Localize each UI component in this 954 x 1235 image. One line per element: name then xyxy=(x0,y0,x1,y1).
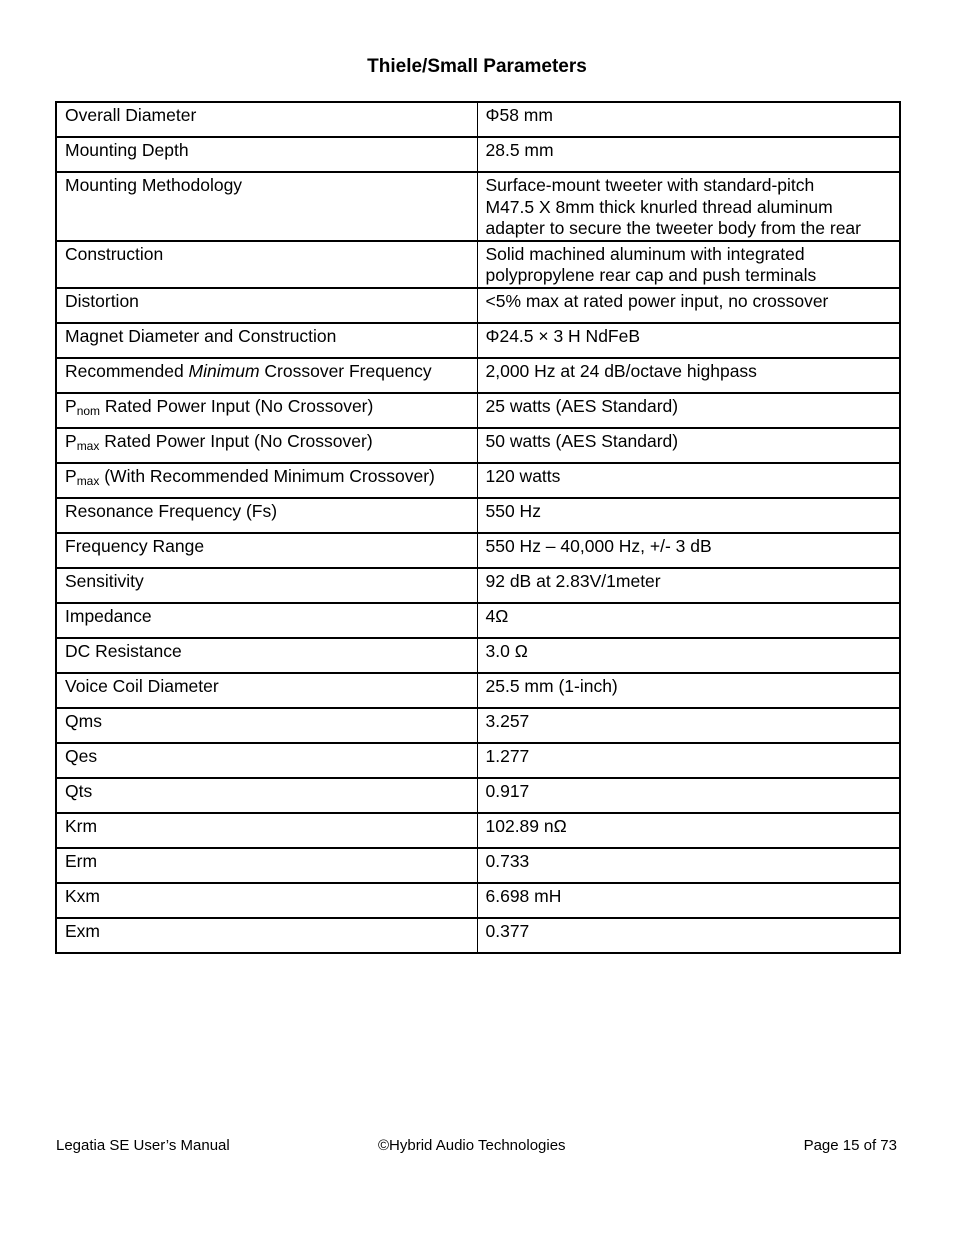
parameter-label: Distortion xyxy=(56,288,477,323)
table-row xyxy=(56,533,900,568)
label-emphasis: Minimum xyxy=(188,360,260,381)
parameter-value: 0.377 xyxy=(477,918,900,953)
parameter-label: Krm xyxy=(56,813,477,848)
label-symbol: P xyxy=(65,395,77,416)
table-row xyxy=(56,603,900,638)
value-line: M47.5 X 8mm thick knurled thread aluminum xyxy=(485,196,833,217)
parameter-label: Resonance Frequency (Fs) xyxy=(56,498,477,533)
table-row xyxy=(56,288,900,323)
value-line: adapter to secure the tweeter body from the rear xyxy=(485,218,861,238)
table-row xyxy=(56,848,900,883)
table-row xyxy=(56,743,900,778)
parameter-value: 28.5 mm xyxy=(477,137,900,172)
parameter-value: 6.698 mH xyxy=(477,883,900,918)
parameter-label: Qes xyxy=(56,743,477,778)
table-row xyxy=(56,708,900,743)
label-symbol: P xyxy=(65,465,77,486)
parameter-label: DC Resistance xyxy=(56,638,477,673)
table-row xyxy=(56,428,900,463)
parameter-value: 3.0 Ω xyxy=(477,638,900,673)
parameter-value: 50 watts (AES Standard) xyxy=(477,428,900,463)
parameter-value: Φ24.5 × 3 H NdFeB xyxy=(477,323,900,358)
table-row xyxy=(56,918,900,953)
parameter-value: 25 watts (AES Standard) xyxy=(477,393,900,428)
parameter-label: Impedance xyxy=(56,603,477,638)
parameter-value: 25.5 mm (1-inch) xyxy=(477,673,900,708)
table-row xyxy=(56,323,900,358)
parameter-label: Kxm xyxy=(56,883,477,918)
parameter-label: Exm xyxy=(56,918,477,953)
parameter-label: Magnet Diameter and Construction xyxy=(56,323,477,358)
footer-manual-title: Legatia SE User’s Manual xyxy=(56,1137,230,1154)
label-prefix: Recommended xyxy=(65,360,189,381)
parameter-value xyxy=(477,172,900,241)
label-symbol: P xyxy=(65,430,77,451)
parameter-label xyxy=(56,358,477,393)
label-subscript: max xyxy=(76,438,100,453)
table-row xyxy=(56,241,900,288)
table-row xyxy=(56,568,900,603)
label-subscript: max xyxy=(76,473,100,488)
table-row xyxy=(56,393,900,428)
label-subscript: nom xyxy=(76,403,101,418)
parameter-label xyxy=(56,463,477,498)
thiele-small-parameters-table xyxy=(55,101,901,954)
parameter-value: <5% max at rated power input, no crossover xyxy=(477,288,900,323)
table-row xyxy=(56,813,900,848)
parameter-value: 550 Hz – 40,000 Hz, +/- 3 dB xyxy=(477,533,900,568)
parameter-value: 120 watts xyxy=(477,463,900,498)
table-row xyxy=(56,498,900,533)
parameter-value: Φ58 mm xyxy=(477,102,900,137)
parameter-value: 92 dB at 2.83V/1meter xyxy=(477,568,900,603)
parameter-value: 2,000 Hz at 24 dB/octave highpass xyxy=(477,358,900,393)
parameter-label: Qts xyxy=(56,778,477,813)
parameter-label: Sensitivity xyxy=(56,568,477,603)
parameter-value: 550 Hz xyxy=(477,498,900,533)
parameter-label xyxy=(56,428,477,463)
parameter-label: Qms xyxy=(56,708,477,743)
value-line: polypropylene rear cap and push terminals xyxy=(485,265,817,285)
table-row xyxy=(56,137,900,172)
label-rest: (With Recommended Minimum Crossover) xyxy=(99,465,435,486)
label-rest: Rated Power Input (No Crossover) xyxy=(99,430,373,451)
parameter-value: 4Ω xyxy=(477,603,900,638)
parameter-label xyxy=(56,393,477,428)
parameter-label: Mounting Methodology xyxy=(56,172,477,241)
parameter-label: Mounting Depth xyxy=(56,137,477,172)
parameter-label: Erm xyxy=(56,848,477,883)
parameter-value: 3.257 xyxy=(477,708,900,743)
parameter-label: Overall Diameter xyxy=(56,102,477,137)
parameter-value xyxy=(477,241,900,288)
footer-copyright: ©Hybrid Audio Technologies xyxy=(378,1137,566,1154)
table-row xyxy=(56,673,900,708)
label-suffix: Crossover Frequency xyxy=(259,360,432,381)
value-line: Solid machined aluminum with integrated xyxy=(485,243,805,264)
table-row xyxy=(56,638,900,673)
parameter-label: Voice Coil Diameter xyxy=(56,673,477,708)
parameter-value: 0.917 xyxy=(477,778,900,813)
table-row xyxy=(56,883,900,918)
label-rest: Rated Power Input (No Crossover) xyxy=(100,395,374,416)
page-title: Thiele/Small Parameters xyxy=(367,56,587,77)
parameter-label: Frequency Range xyxy=(56,533,477,568)
parameter-value: 102.89 nΩ xyxy=(477,813,900,848)
footer-page-number: Page 15 of 73 xyxy=(803,1137,897,1154)
table-row xyxy=(56,358,900,393)
value-line: Surface-mount tweeter with standard-pitch xyxy=(485,175,815,195)
parameter-label: Construction xyxy=(56,241,477,288)
parameter-value: 0.733 xyxy=(477,848,900,883)
table-row xyxy=(56,172,900,241)
table-row xyxy=(56,463,900,498)
parameter-value: 1.277 xyxy=(477,743,900,778)
table-row xyxy=(56,102,900,137)
table-row xyxy=(56,778,900,813)
